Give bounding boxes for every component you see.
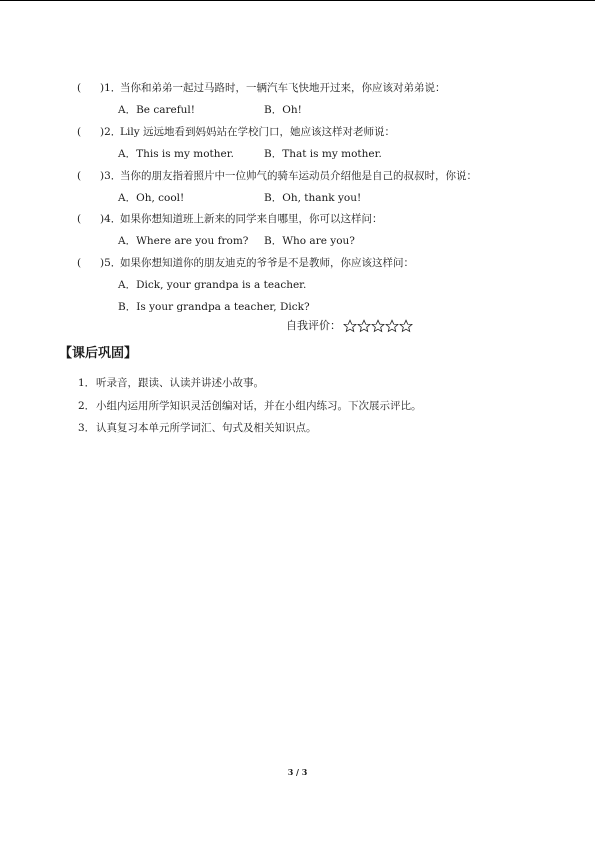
option-b: B．Oh, thank you! [264, 192, 362, 204]
answer-paren-close[interactable]: )2． [100, 126, 122, 138]
option-a: A．Dick, your grandpa is a teacher. [118, 279, 307, 291]
star-outline-icon[interactable] [343, 319, 357, 333]
answer-paren-close[interactable]: )1． [100, 82, 122, 94]
question-text: 当你的朋友指着照片中一位帅气的骑车运动员介绍他是自己的叔叔时，你说： [120, 170, 477, 182]
homework-text: 小组内运用所学知识灵活创编对话，并在小组内练习。下次展示评比。 [96, 400, 422, 412]
option-a: A．This is my mother. [118, 148, 234, 160]
header-rule [0, 0, 595, 1]
star-outline-icon[interactable] [357, 319, 371, 333]
answer-paren-close[interactable]: )4． [100, 213, 122, 225]
option-b: B．That is my mother. [264, 148, 382, 160]
star-outline-icon[interactable] [399, 319, 413, 333]
self-rating [286, 318, 413, 334]
option-a: A．Be careful! [118, 104, 195, 116]
homework-number: 2． [78, 400, 96, 412]
answer-paren-open: ( [77, 126, 82, 138]
option-b: B．Is your grandpa a teacher, Dick? [118, 301, 310, 313]
answer-paren-close[interactable]: )3． [100, 170, 122, 182]
option-b: B．Oh! [264, 104, 302, 116]
homework-text: 认真复习本单元所学词汇、句式及相关知识点。 [96, 422, 317, 434]
homework-number: 1． [78, 377, 96, 389]
question-text: 如果你想知道班上新来的同学来自哪里，你可以这样问： [120, 213, 383, 225]
option-b: B．Who are you? [264, 235, 355, 247]
answer-paren-open: ( [77, 257, 82, 269]
homework-number: 3． [78, 422, 96, 434]
star-outline-icon[interactable] [385, 319, 399, 333]
section-title: 【课后巩固】 [59, 346, 138, 361]
option-a: A．Where are you from? [118, 235, 249, 247]
question-text: Lily 远远地看到妈妈站在学校门口，她应该这样对老师说： [120, 126, 395, 138]
option-a: A．Oh, cool! [118, 192, 185, 204]
answer-paren-open: ( [77, 82, 82, 94]
self-rating-label: 自我评价： [286, 319, 341, 332]
answer-paren-close[interactable]: )5． [100, 257, 122, 269]
answer-paren-open: ( [77, 213, 82, 225]
rating-stars [343, 319, 413, 333]
star-outline-icon[interactable] [371, 319, 385, 333]
page-number: 3 / 3 [287, 767, 308, 777]
answer-paren-open: ( [77, 170, 82, 182]
homework-text: 听录音，跟读、认读并讲述小故事。 [96, 377, 264, 389]
question-text: 如果你想知道你的朋友迪克的爷爷是不是教师，你应该这样问： [120, 257, 414, 269]
question-text: 当你和弟弟一起过马路时，一辆汽车飞快地开过来，你应该对弟弟说： [120, 82, 446, 94]
